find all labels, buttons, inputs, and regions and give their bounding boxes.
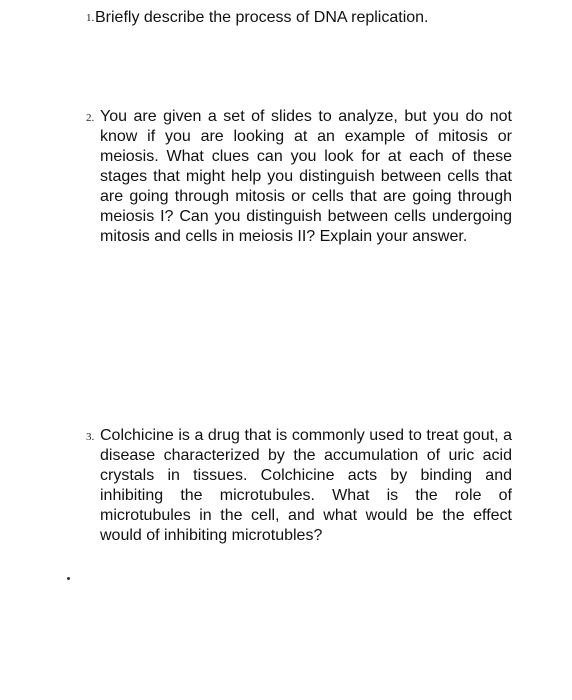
question-2 xyxy=(86,107,512,247)
question-1 xyxy=(86,8,512,28)
question-3 xyxy=(86,426,512,546)
question-2-text: You are given a set of slides to analyze, but you do not know if you are looking at an example of mitosis or meiosis. What clues can you look for at each of these stages that might help you distinguish between cells that are going through mitosis or cells that are going through meiosis I? Can you distinguish between cells undergoing mitosis and cells in meiosis II? Explain your answer. xyxy=(100,108,512,245)
question-1-number: 1. xyxy=(86,12,95,24)
stray-dot-mark xyxy=(67,577,70,580)
question-2-number: 2. xyxy=(86,112,95,124)
question-3-number: 3. xyxy=(86,431,95,443)
question-1-text: Briefly describe the process of DNA replication. xyxy=(95,9,429,26)
question-3-text: Colchicine is a drug that is commonly used to treat gout, a disease characterized by the accumulation of uric acid crystals in tissues. Colchicine acts by binding and inhibiting the microtubules. What is the role of microtubules in the cell, and what would be the effect would of inhibiting microtubles? xyxy=(100,427,512,544)
